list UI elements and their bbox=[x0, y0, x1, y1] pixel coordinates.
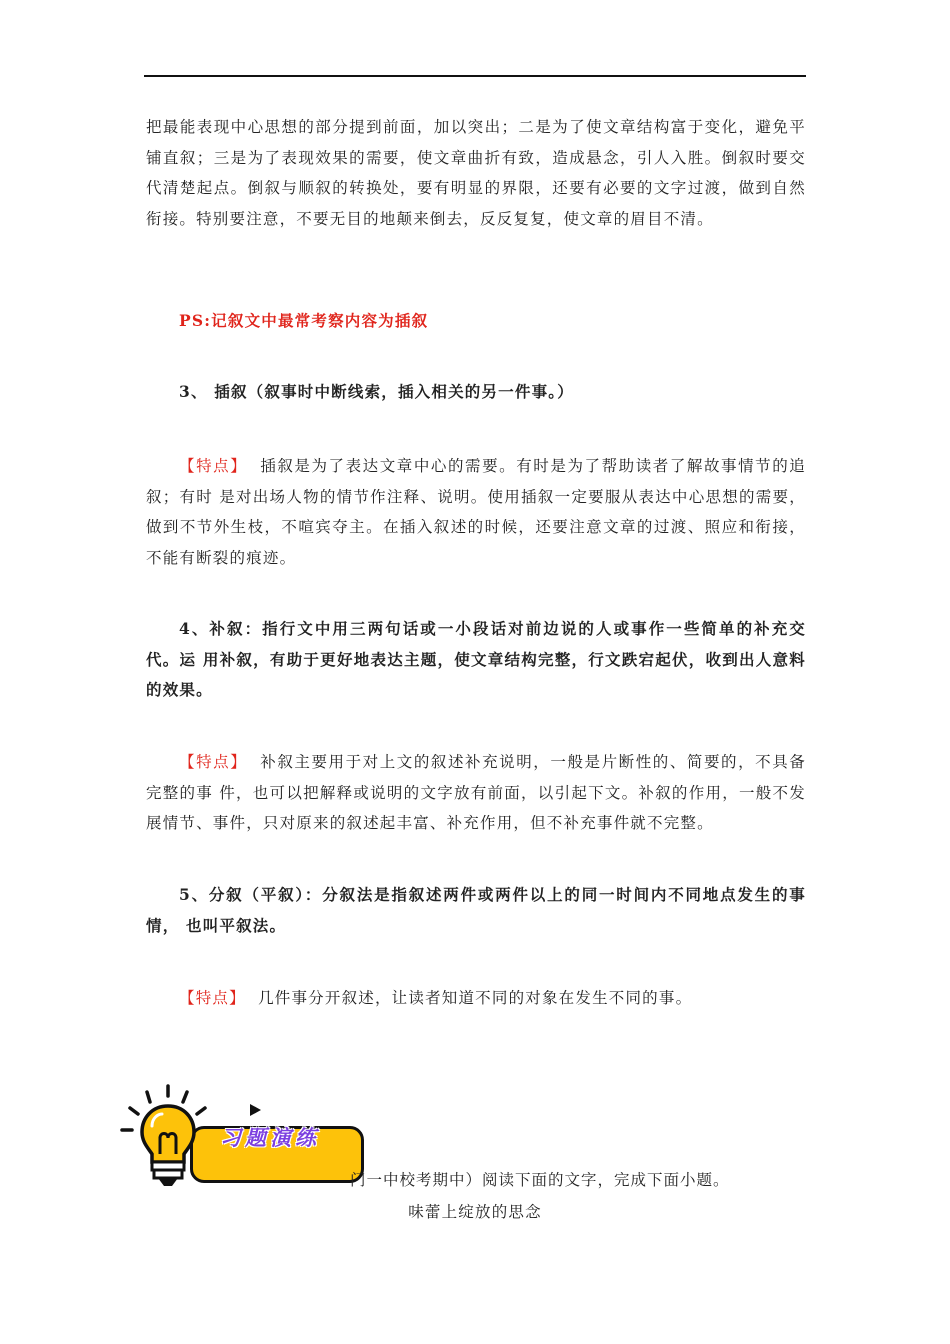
feature-tag: 【特点】 bbox=[179, 989, 246, 1007]
exercise-banner-label: 习题演练 bbox=[220, 1125, 320, 1150]
heading-fenxu: 5、分叙（平叙）：分叙法是指叙述两件或两件以上的同一时间内不同地点发生的事情， 也叫平叙法。 bbox=[146, 885, 806, 935]
play-icon bbox=[248, 1103, 262, 1117]
heading-buxu: 4、补叙：指行文中用三两句话或一小段话对前边说的人或事作一些简单的补充交代。运 用补叙，有助于更好地表达主题，使文章结构完整，行文跌宕起伏，收到出人意料的效果。 bbox=[146, 619, 806, 699]
ps-note: PS:记叙文中最常考察内容为插叙 bbox=[179, 311, 429, 330]
paragraph-fenxu-feature bbox=[146, 983, 806, 1014]
feature-text: 补叙主要用于对上文的叙述补充说明，一般是片断性的、简要的，不具备完整的事 件，也可以把解释或说明的文字放有前面，以引起下文。补叙的作用，一般不发展情节、事件，只对原来的叙述起丰富、补充作用，但不补充事件就不完整。 bbox=[146, 753, 806, 832]
paragraph-chaxu-feature bbox=[146, 451, 806, 573]
paragraph-daoxu-continued: 把最能表现中心思想的部分提到前面，加以突出；二是为了使文章结构富于变化，避免平铺直叙；三是为了表现效果的需要，使文章曲折有致，造成悬念，引人入胜。倒叙时要交代清楚起点。倒叙与顺叙的转换处，要有明显的界限，还要有必要的文字过渡，做到自然衔接。特别要注意，不要无目的地颠来倒去，反反复复，使文章的眉目不清。 bbox=[146, 118, 806, 228]
feature-text: 插叙是为了表达文章中心的需要。有时是为了帮助读者了解故事情节的追叙；有时 是对出场人物的情节作注释、说明。使用插叙一定要服从表达中心思想的需要，做到不节外生枝，不喧宾夺主。在插入叙述的时候，还要注意文章的过渡、照应和衔接，不能有断裂的痕迹。 bbox=[146, 457, 806, 567]
feature-tag: 【特点】 bbox=[179, 457, 248, 475]
lightbulb-icon bbox=[112, 1080, 216, 1190]
paragraph-buxu-feature bbox=[146, 747, 806, 839]
exercise-instruction: 门一中校考期中）阅读下面的文字，完成下面小题。 bbox=[350, 1171, 730, 1189]
header-rule bbox=[144, 75, 806, 77]
heading-chaxu: 3、 插叙（叙事时中断线索，插入相关的另一件事。） bbox=[179, 382, 574, 401]
feature-tag: 【特点】 bbox=[179, 753, 248, 771]
feature-text: 几件事分开叙述，让读者知道不同的对象在发生不同的事。 bbox=[258, 989, 693, 1007]
passage-title: 味蕾上绽放的思念 bbox=[408, 1203, 542, 1221]
